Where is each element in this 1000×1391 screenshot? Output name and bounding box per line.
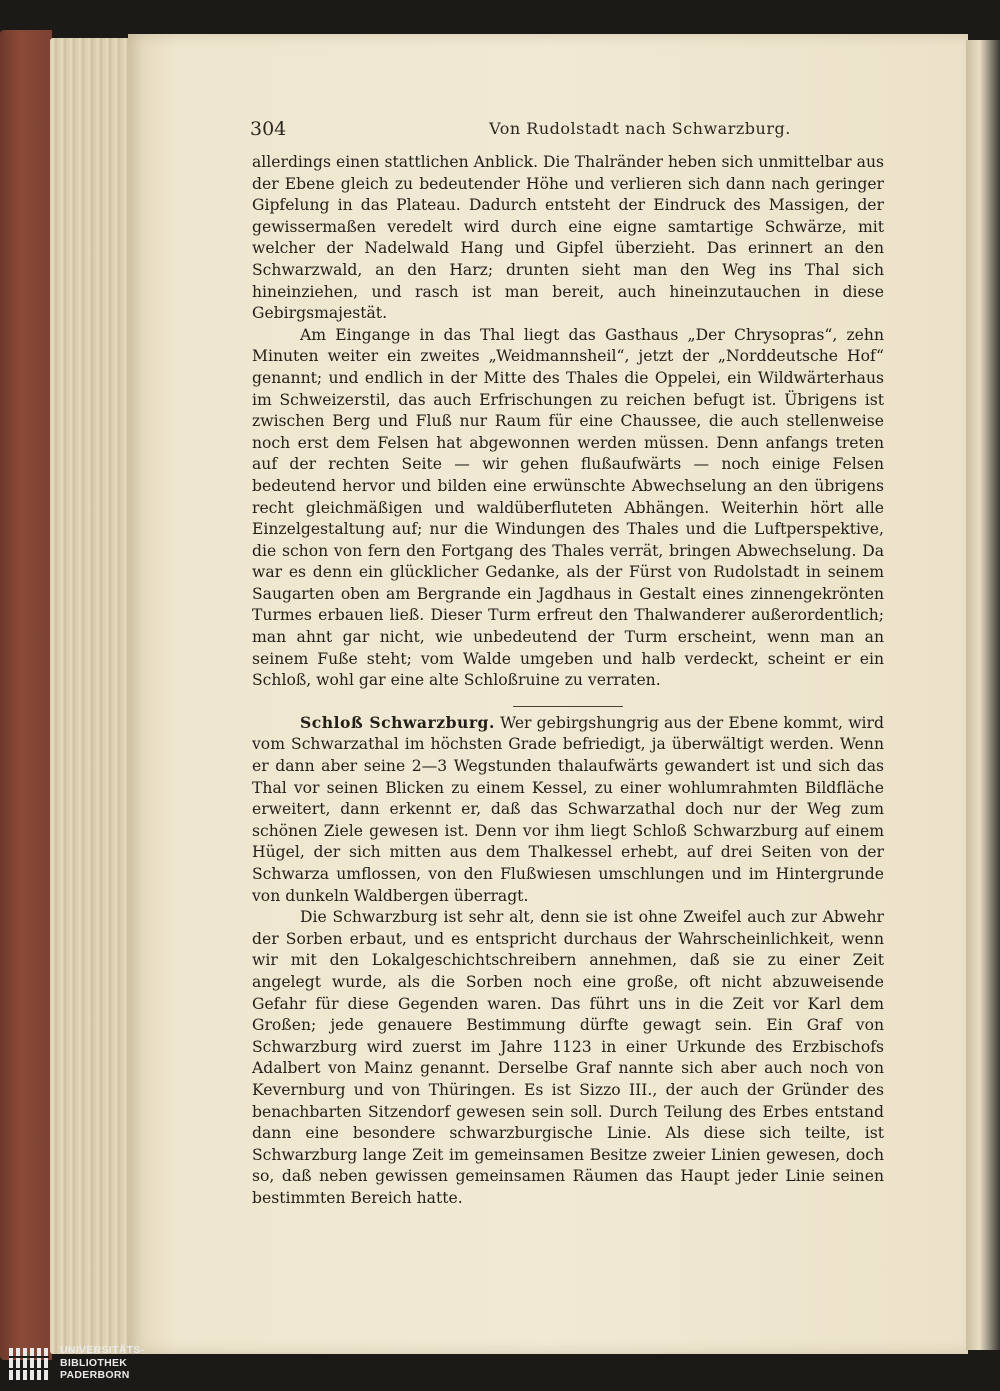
library-logo-line-2: BIBLIOTHEK: [60, 1356, 128, 1369]
library-logo-line-1: UNIVERSITÄTS-: [60, 1344, 145, 1356]
paragraph-1: allerdings einen stattlichen Anblick. Die Thalränder heben sich unmittelbar aus der Ebene gleich zu bedeutender Höhe und verlieren sich dann nach geringer Gipfelung in das Plateau. Dadurch entsteht der Eindruck des Massigen, der gewissermaßen veredelt wird durch eine eigne samtartige Schwärze, mit welcher der Nadelwald Hang und Gipfel überzieht. Das erinnert an den Schwarzwald, an den Harz; drunten sieht man den Weg ins Thal sich hineinziehen, und rasch ist man bereit, auch hineinzutauchen in diese Gebirgsmajestät.: [252, 153, 884, 323]
running-title: Von Rudolstadt nach Schwarzburg.: [489, 119, 791, 138]
library-logo: [8, 1342, 168, 1387]
paragraph-2: Am Eingange in das Thal liegt das Gasthaus „Der Chrysopras“, zehn Minuten weiter ein zweites „Weidmannsheil“, jetzt der „Norddeutsche Hof“ genannt; und endlich in der Mitte des Thales die Oppelei, ein Wildwärterhaus im Schweizerstil, das auch Erfrischungen zu reichen befugt ist. Übrigens ist zwischen Berg und Fluß nur Raum für eine Chaussee, die auch stellenweise noch erst dem Felsen hat abgewonnen werden müssen. Denn anfangs treten auf der rechten Seite — wir gehen flußaufwärts — noch einige Felsen bedeutend hervor und bilden eine erwünschte Abwechselung an den übrigens recht gleichmäßigen und waldüberfluteten Abhängen. Weiterhin hört alle Einzelgestaltung auf; nur die Windungen des Thales und die Luftperspektive, die schon von fern den Fortgang des Thales verrät, bringen Abwechselung. Da war es denn ein glücklicher Gedanke, als der Fürst von Rudolstadt in seinem Saugarten oben am Bergrande ein Jagdhaus in Gestalt eines zinnengekrönten Turmes erbauen ließ. Dieser Turm erfreut den Thalwanderer außerordentlich; man ahnt gar nicht, wie unbedeutend der Turm erscheint, wenn man an seinem Fuße steht; vom Walde umgeben und halb verdeckt, scheint er ein Schloß, wohl gar eine alte Schloßruine zu verraten.: [252, 325, 884, 690]
section-divider: [513, 706, 623, 707]
library-logo-text: [60, 1344, 144, 1382]
book-cover: [0, 30, 52, 1360]
library-logo-line-3: PADERBORN: [60, 1369, 130, 1381]
section-heading: Schloß Schwarzburg.: [300, 712, 495, 732]
facing-page-edge: [966, 40, 1000, 1350]
page-header: [250, 118, 890, 146]
page-number: 304: [250, 118, 287, 140]
page-body: [252, 152, 884, 1210]
section-second-paragraph: Die Schwarzburg ist sehr alt, denn sie ist ohne Zweifel auch zur Abwehr der Sorben erbaut, und es entspricht durchaus der Wahrscheinlichkeit, wenn wir mit den Lokalgeschichtschreibern annehmen, daß sie zu einer Zeit angelegt wurde, als die Sorben noch eine große, oft nicht abzuweisende Gefahr für diese Gegenden waren. Das führt uns in die Zeit vor Karl dem Großen; jede genauere Bestimmung dürfte gewagt sein. Ein Graf von Schwarzburg wird zuerst im Jahre 1123 in einer Urkunde des Erzbischofs Adalbert von Mainz genannt. Derselbe Graf nannte sich aber auch noch von Kevernburg und von Thüringen. Es ist Sizzo III., der auch der Gründer des benachbarten Sitzendorf gewesen sein soll. Durch Teilung des Erbes entstand dann eine besondere schwarzburgische Linie. Als diese sich teilte, ist Schwarzburg lange Zeit im gemeinsamen Besitze zweier Linien gewesen, doch so, daß neben gewissen gemeinsamen Räumen das Haupt jeder Linie seinen bestimmten Bereich hatte.: [252, 908, 884, 1207]
library-logo-icon: [8, 1346, 50, 1382]
section-first-paragraph: [252, 712, 884, 907]
section-first-paragraph-text: Wer gebirgshungrig aus der Ebene kommt, wird vom Schwarzathal im höchsten Grade befriedigt, ja überwältigt werden. Wenn er dann aber seine 2—3 Wegstunden thalaufwärts gewandert ist und sich das Thal vor seinen Blicken zu einem Kessel, zu einer wohlumrahmten Bildfläche erweitert, dann erkennt er, daß das Schwarzathal doch nur der Weg zum schönen Ziele gewesen ist. Denn vor ihm liegt Schloß Schwarzburg auf einem Hügel, der sich mitten aus dem Thalkessel erhebt, auf drei Seiten von der Schwarza umflossen, von den Flußwiesen umschlungen und im Hintergrunde von dunkeln Waldbergen überragt.: [252, 713, 884, 905]
